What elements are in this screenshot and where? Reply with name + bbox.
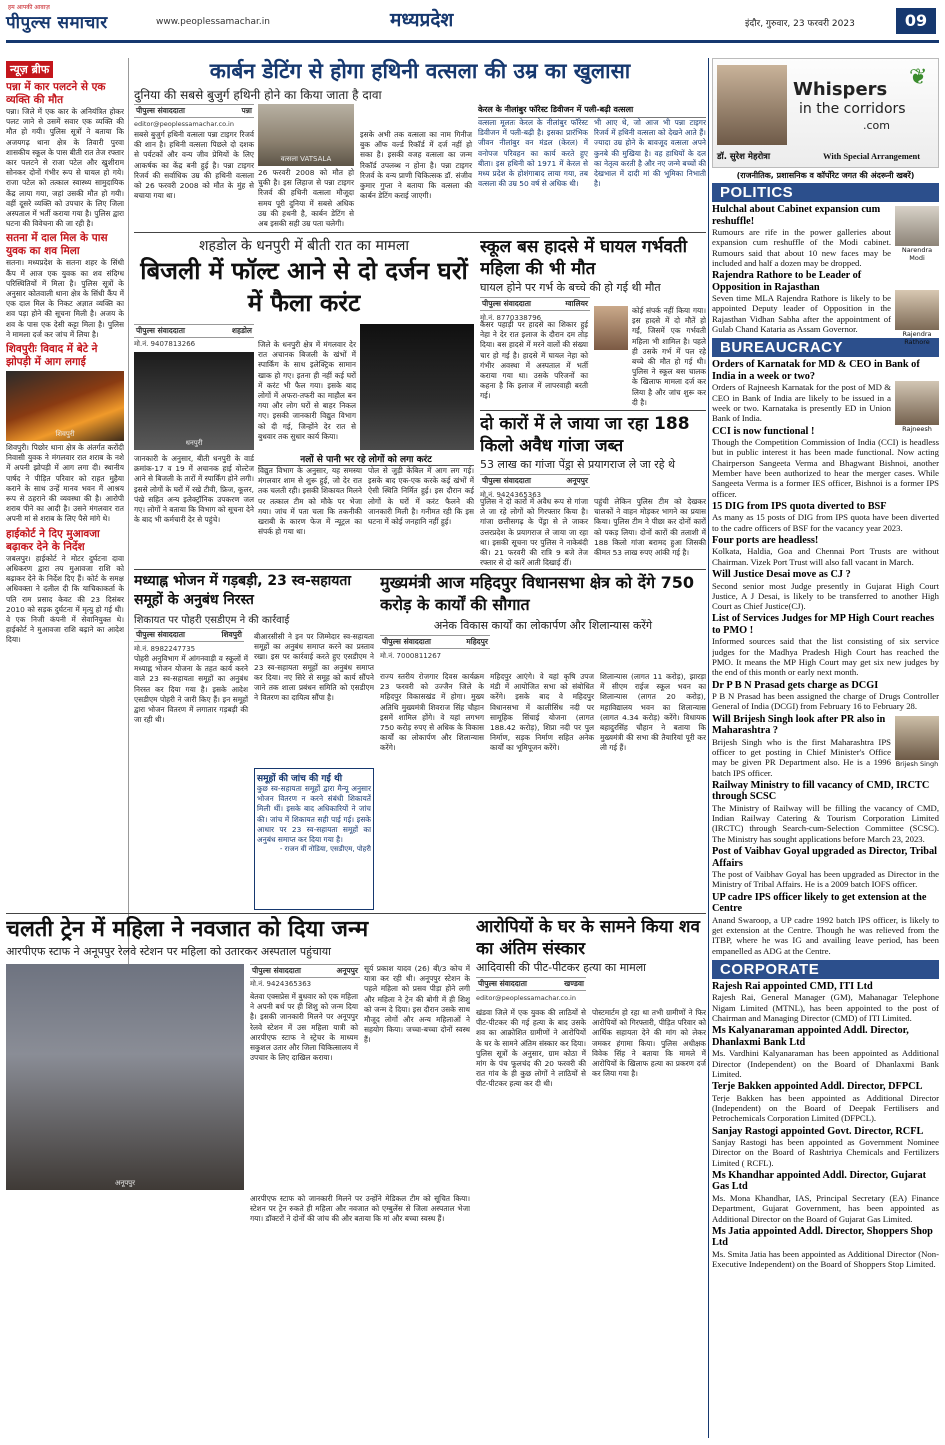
train-col-1: बेतवा एक्सप्रेस में बुधवार को एक महिला ने अपनी बर्थ पर ही शिशु को जन्म दिया है। इसकी जानकारी मिलने पर अनूपपुर रेलवे स्टेशन में उस महिला यात्री को आरपीएफ स्टाफ ने स्ट्रेचर के माध्यम सकुशल उतार और जिला चिकित्सालय में उपचार के लिए दाखिल कराया। <box>250 992 358 1063</box>
politics-section <box>712 204 939 346</box>
brief-item-title: शिवपुरीः विवाद में बेटे ने झोपड़ी में आग लगाई <box>6 343 98 369</box>
story-divider <box>6 913 706 914</box>
bureaucracy-item-title: Four ports are headless! <box>712 534 819 546</box>
rathore-photo <box>895 290 939 330</box>
mdm-headline: मध्याह्न भोजन में गड़बड़ी, 23 स्व-सहायता समूहों के अनुबंध निरस्त <box>134 573 352 608</box>
funeral-story <box>476 916 706 1436</box>
corporate-item-title: Terje Bakken appointed Addl. Director, DFPCL <box>712 1081 923 1093</box>
electric-inset-title: नलों से पानी भर रहे लोगों को लगा करंट <box>258 452 474 466</box>
bureaucracy-item-body: The post of Vaibhav Goyal has been upgraded as Director in the Ministry of Tribal Affairs. He is a 2009 batch IOFS officer. <box>712 869 939 890</box>
vatsala-caption: केरल के नीलांबुर फॉरेस्ट डिवीजन में पली-बढ़ी वत्सला <box>478 104 706 118</box>
bureaucracy-item-body: Informed sources said that the list consisting of six service judges for the Madhya Pradesh High Court has reached the PMO. It means the MP High Court may get six new judges by the end of this month or early next month. <box>712 636 939 678</box>
corporate-item-body: Ms. Vardhini Kalyanaraman has been appointed as Additional Director (Independent) on the Board of Dhanlaxmi Bank Limited. <box>712 1048 939 1079</box>
train-headline: चलती ट्रेन में महिला ने नवजात को दिया जन्म <box>6 917 369 942</box>
modi-photo-caption: Narendra Modi <box>901 246 933 262</box>
mdm-subhead: शिकायत पर पोहरी एसडीएम ने की कार्रवाई <box>134 615 290 626</box>
politics-item-title: Rajendra Rathore to be Leader of Opposition in Rajasthan <box>712 270 862 293</box>
cm-col-1: राज्य स्तरीय रोजगार दिवस कार्यक्रम 23 फरवरी को उज्जैन जिले के महिदपुर विकासखंड में होगा। मुख्य अतिथि मुख्यमंत्री शिवराज सिंह चौहान इसमें शामिल होंगे। वे यहां लगभग 750 करोड़ रुपए से अधिक के विकास कार्यों का लोकार्पण और शिलान्यास करेंगे। <box>380 672 484 753</box>
electric-col-1: जिले के धनपुरी क्षेत्र में मंगलवार देर रात अचानक बिजली के खंभों में स्पार्किंग के साथ इलेक्ट्रिक सामान खाक हो गए। इतना ही नहीं कई घरों में करंट भी फैल गया। इसके बाद लोगों में अफरा-तफरी का माहौल बन गया और लोग घरों से बाहर निकल गए। इसकी जानकारी विद्युत विभाग को दी गई, जिन्होंने देर रात से बुधवार तक सुधार कार्य किया। <box>258 340 356 441</box>
vatsala-story <box>134 58 706 230</box>
corporate-item-title: Sanjay Rastogi appointed Govt. Director, RCFL <box>712 1125 924 1137</box>
elephant-photo-label: वत्सला VATSALA <box>280 155 332 163</box>
dhanpuri-photo-caption: धनपुरी <box>185 439 203 447</box>
brief-item <box>6 232 124 340</box>
funeral-email[interactable]: editor@peoplessamachar.co.in <box>476 994 576 1002</box>
funeral-headline: आरोपियों के घर के सामने किया शव का अंतिम संस्कार <box>476 917 700 959</box>
column-divider <box>128 58 129 1013</box>
bus-story <box>480 236 706 408</box>
banner-subtitle: in the corridors <box>799 101 906 117</box>
news-brief-column <box>6 58 124 1013</box>
vatsala-subhead: दुनिया की सबसे बुजुर्ग हथिनी होने का किया जाता है दावा <box>134 88 382 102</box>
byline-place: शिवपुरी <box>221 630 242 639</box>
bureaucracy-item-body: The Ministry of Railway will be filling the vacancy of CMD, Indian Railway Catering & Tourism Corporation Limited (IRCTC) through Search-cum-Selection Committee (SCSC). The Ministry has sought applications before March 23, 2023. <box>712 802 939 844</box>
brijesh-block <box>712 714 939 778</box>
bureaucracy-item-title: Orders of Karnatak for MD & CEO in Bank of India in a week or two? <box>712 359 920 382</box>
mdm-col-2: बीआरसीसी ने इन पर जिम्मेदार स्व-सहायता समूहों का अनुबंध समाप्त करने का प्रस्ताव रखा। इस पर कार्रवाई करते हुए एसडीएम ने 23 स्व-सहायता समूहों का अनुबंध समाप्त कर दिया। नए सिरे से समूह को कार्य सौंपने जाने तक शाला प्रबंधन समिति को एसडीएम ने वितरण का दायित्व सौंपा है। <box>254 632 374 703</box>
brief-item <box>6 528 124 646</box>
dateline: इंदौर, गुरुवार, 23 फरवरी 2023 <box>745 19 855 29</box>
page-number: 09 <box>896 8 936 34</box>
leaf-icon: ❦ <box>909 65 928 90</box>
sidebar <box>712 58 939 1438</box>
bureaucracy-item-body: P B N Prasad has been assigned the charge of Drugs Controller General of India (DCGI) from February 16 to February 28. <box>712 691 939 712</box>
story-divider <box>134 232 706 233</box>
bus-victim-photo <box>594 306 628 350</box>
fire-photo-caption: शिवपुरी <box>55 430 75 439</box>
masthead <box>0 0 945 56</box>
ganja-mobile: मो.नं. 9424365363 <box>480 491 542 499</box>
byline-name: पीपुल्स संवाददाता <box>382 637 431 646</box>
site-url[interactable]: www.peoplessamachar.in <box>156 17 270 27</box>
mdm-box <box>254 768 374 910</box>
train-byline <box>250 964 360 978</box>
byline-place: पन्ना <box>241 106 252 115</box>
vatsala-col-4: वत्सला मूलतः केरल के नीलांबुर फॉरेस्ट डिवीजन में पली-बढ़ी है। इसका प्रारंभिक जीवन नीलांबुर वन मंडल (केरल) में वनोपज परिवहन का कार्य करते हुए बीता। इस हथिनी को 1971 में केरल से मध्य प्रदेश के होशंगाबाद लाया गया, तब वत्सला की उम्र 50 वर्ष से अधिक थी। <box>478 118 588 189</box>
vatsala-col-5: भी आए थे, जो आज भी पन्ना टाइगर रिजर्व में हथिनी वत्सला को देखने आते हैं। ज्यादा उम्र होने के बावजूद वत्सला अपने कुनबे की मुखिया है। वह हाथियों के दल का नेतृत्व करती है और नए जन्मे बच्चों की देखभाल में दादी मां की भूमिका निभाती है। <box>594 118 706 189</box>
electric-kicker: शहडोल के धनपुरी में बीती रात का मामला <box>199 238 409 254</box>
vatsala-col-1: सबसे बुजुर्ग हथिनी वत्सला पन्ना टाइगर रिजर्व की शान है। हथिनी वत्सला पिछले दो दशक से पर्यटकों और वन्य जीव प्रेमियों के लिए आकर्षक का केंद्र बनी हुई है। पन्ना टाइगर रिजर्व की सर्वाधिक उम्र की हथिनी वत्सला को 26 फरवरी 2008 को मौत के मुंह से बचाया गया था। <box>134 130 254 201</box>
rathore-photo-caption: Rajendra Rathore <box>902 330 932 346</box>
cm-col-3: शिलान्यास (लागत 11 करोड़), झारड़ा में सीएम राईज स्कूल भवन का शिलान्यास (लागत 20 करोड़), महाविद्यालय भवन का शिलान्यास (लागत 4.34 करोड़) करेंगे। विधायक बहादुरसिंह चौहान ने बताया कि मुख्यमंत्री की सभा की तैयारियां पूरी कर ली गई हैं। <box>600 672 706 753</box>
bus-headline: स्कूल बस हादसे में घायल गर्भवती महिला की भी मौत <box>480 237 688 279</box>
bureaucracy-item-body: Though the Competition Commission of India (CCI) is headless but in public interest it has been made functional. Now acting Chairperson Sangeeta Verma and Bhagwant Bishnoi, another Member have been authorized to hear the merger cases. While Sangeeta Verma is a former IES officer, Bishnoi is a former IPS officer. <box>712 437 939 499</box>
funeral-col-2: पोस्टमार्टम हो रहा था तभी ग्रामीणों ने फिर आरोपियों को गिरफ्तारी, पीड़ित परिवार को आर्थिक सहायता देने की मांग को लेकर जमकर हंगामा किया। पुलिस अधीक्षक विवेक सिंह ने बताया कि मामले में आरोपियों के खिलाफ हत्या का प्रकरण दर्ज कर लिया गया है। <box>592 1008 706 1079</box>
corporate-item-title: Ms Jatia appointed Addl. Director, Shoppers Shop Ltd <box>712 1225 933 1249</box>
brief-item-body: जबलपुर। हाईकोर्ट ने मोटर दुर्घटना दावा अधिकरण द्वारा तय मुआवजा राशि को बढ़ाकर देने के निर्देश दिए हैं। कोर्ट के समक्ष अधिवक्ता ने दलील दी कि याचिकाकर्ता के पति राम प्रसाद केवट की 23 दिसंबर 2010 को सड़क दुर्घटना में मृत्यु हो गई थी। वे एक निजी कंपनी में सेवानियुक्त थे। हाईकोर्ट ने मुआवजा राशि बढ़ाने का आदेश दिया। <box>6 553 124 645</box>
byline-name: पीपुल्स संवाददाता <box>136 630 185 639</box>
bureaucracy-section <box>712 359 939 955</box>
corporate-item-body: Sanjay Rastogi has been appointed as Government Nominee Director on the Board of Rashtriya Chemicals and Fertilizers Limited ( RCFL). <box>712 1137 939 1168</box>
rajneesh-photo <box>895 381 939 425</box>
vatsala-col-2: 26 फरवरी 2008 को मौत हो चुकी है। इस लिहाज से पन्ना टाइगर रिजर्व की हथिनी वत्सला मौजूदा समय पूरी दुनिया में सबसे अधिक उम्र की हथनी है, कार्बन डेटिंग से अब इसकी सही उम्र पता चलेगी। <box>258 168 354 229</box>
funeral-byline <box>476 977 586 991</box>
bureaucracy-item-title: Will Justice Desai move as CJ ? <box>712 569 851 581</box>
brijesh-photo-caption: Brijesh Singh <box>895 759 939 768</box>
funeral-subhead: आदिवासी की पीट-पीटकर हत्या का मामला <box>476 961 647 974</box>
logo[interactable]: पीपुल्स समाचार <box>6 13 108 33</box>
ganja-col-2: पहुंची लेकिन पुलिस टीम को देखकर चालकों ने वाहन मोड़कर भागने का प्रयास किया। पुलिस टीम ने पीछा कर दोनों कारों को पकड़ लिया। दोनों कारों की तलाशी में 188 किलो गांजा बरामद हुआ जिसकी कीमत 53 लाख रुपए आंकी गई है। <box>594 497 706 558</box>
byline-name: पीपुल्स संवाददाता <box>136 106 185 115</box>
bureaucracy-item-title: Railway Ministry to fill vacancy of CMD, IRCTC through SCSC <box>712 779 930 803</box>
bureaucracy-item-title: UP cadre IPS officer likely to get extension at the Centre <box>712 891 927 915</box>
electric-col-4: पोल से जुड़ी केबिल में आग लग गई। इसके बाद एक-एक करके कई खंभों में ऐसी स्थिति निर्मित हुई। इस दौरान कई लोगों के घरों में करंट फैलने की जानकारी मिली है। गनीमत रही कि इस घटना में कोई जनहानि नहीं हुई। <box>368 466 474 527</box>
news-brief-label: न्यूज़ ब्रीफ <box>6 61 53 78</box>
mdm-box-title: समूहों की जांच की गई थी <box>257 774 343 784</box>
brief-item-title: हाईकोर्ट ने दिए मुआवजा बढ़ाकर देने के निर्देश <box>6 527 100 553</box>
bureaucracy-item-title: Dr P B N Prasad gets charge as DCGI <box>712 679 879 691</box>
arrangement-note: With Special Arrangement <box>823 151 921 161</box>
bureaucracy-item-title: Post of Vaibhav Goyal upgraded as Director, Tribal Affairs <box>712 846 938 869</box>
byline-name: पीपुल्स संवाददाता <box>482 476 531 485</box>
bureaucracy-item-body: Orders of Rajneesh Karnatak for the post of MD & CEO in Bank of India are likely to be issued in a week or two. Karnataka is presently ED in Union Bank of India. <box>712 382 891 424</box>
mdm-box-credit: - राजन वीं नोडिया, एसडीएम, पोहरी <box>279 845 371 854</box>
train-photo <box>6 964 244 1190</box>
train-mobile: मो.नं. 9424365363 <box>250 980 312 988</box>
byline-place: शहडोल <box>231 326 252 335</box>
logo-tagline: हम आपकी आवाज़ <box>8 4 50 11</box>
fire-photo <box>6 371 124 441</box>
rajneesh-photo-caption: Rajneesh <box>902 425 932 434</box>
banner-domain: .com <box>863 119 890 132</box>
electric-col-3: विद्युत विभाग के अनुसार, यह समस्या मंगलवार शाम से शुरू हुई, जो देर रात तक चलती रही। इसकी शिकायत मिलने पर तत्काल टीम को मौके पर भेजा गया। जांच में पता चला कि तकनीकी खराबी के कारण फेज में न्यूट्रल का संपर्क हो गया था। <box>258 466 362 537</box>
brief-item-body: शिवपुरी। पिछोर थाना क्षेत्र के अंतर्गत करोंदी निवासी युवक ने मंगलवार रात शराब के नशे में अपनी झोपड़ी में आग लगा दी। स्थानीय पार्षद ने पीड़ित परिवार को राहत मुहैया कराने के साथ उन्हें मानव भवन में आश्रय रूप से ठहराने की व्यवस्था की है। आरोपी शराब पीने का आदी है। उसने मंगलवार रात अपनी मां से शराब के लिए पैसे मांगे थे। <box>6 443 124 524</box>
elephant-photo <box>258 104 354 166</box>
byline-name: पीपुल्स संवाददाता <box>482 299 531 308</box>
byline-place: महिदपुर <box>466 637 488 646</box>
bus-subhead: घायल होने पर गर्भ के बच्चे की हो गई थी मौत <box>480 281 661 294</box>
story-divider <box>134 569 706 570</box>
vatsala-col-3: इसके अभी तक वत्सला का नाम गिनीज बुक ऑफ वर्ल्ड रिकॉर्ड में दर्ज नहीं हो सका है। इसकी वजह वत्सला का जन्म रिकॉर्ड उपलब्ध न होना है। पन्ना टाइगर रिजर्व के वन्य प्राणी चिकित्सक डॉ. संजीव कुमार गुप्ता ने बताया कि वत्सला की कार्बन डेटिंग कराई जाएगी। <box>360 130 472 201</box>
train-story <box>6 916 470 1436</box>
whispers-banner <box>712 58 939 168</box>
byline-place: अनूपपुर <box>336 966 358 975</box>
electric-col-2: जानकारी के अनुसार, बीती धनपुरी के वार्ड क्रमांक-17 व 19 में अचानक हाई वोल्टेज आने से बिजली के तारों में स्पार्किंग होने लगी। इससे लोगों के घरों में रखे टीवी, फ्रिज, कूलर, पंखे सहित अन्य इलेक्ट्रॉनिक उपकरण जल गए। लोगों ने बताया कि विभाग को सूचना देने के बाद भी कर्मचारी देर से पहुंचे। <box>134 454 254 525</box>
brief-item <box>6 81 124 229</box>
bureaucracy-item-title: List of Services Judges for MP High Court reaches to PMO ! <box>712 613 935 636</box>
column-divider <box>708 58 709 1438</box>
corporate-item-title: Rajesh Rai appointed CMD, ITI Ltd <box>712 980 873 992</box>
bureaucracy-item-body: Brijesh Singh who is the first Maharashtra IPS officer to get posting in Chief Minister's Office may be given PR Department also. He is a 1996 batch IPS officer. <box>712 736 891 778</box>
bureaucracy-item-title: CCI is now functional ! <box>712 425 815 437</box>
cm-story <box>380 572 706 910</box>
bus-mobile: मो.नं. 8770338796 <box>480 314 542 322</box>
mdm-mobile: मो.नं. 8982247735 <box>134 645 196 653</box>
vatsala-headline: कार्बन डेटिंग से होगा हथिनी वत्सला की उम्र का खुलासा <box>209 59 631 83</box>
brief-item <box>6 343 124 525</box>
bus-byline <box>480 297 590 311</box>
train-col-3: आरपीएफ स्टाफ को जानकारी मिलने पर उन्होंने मेडिकल टीम को सूचित किया। स्टेशन पर ट्रेन रुकते ही महिला और नवजात को एम्बुलेंस से जिला अस्पताल भेजा गया। डॉक्टरों ने दोनों की जांच की और बताया कि मां और बच्चा स्वस्थ हैं। <box>250 1194 470 1224</box>
cm-col-2: महिदपुर आएंगे। वे यहां कृषि उपज मंडी में आयोजित सभा को संबोधित करेंगे। इसके बाद वे महिदपुर विधानसभा में कालीसिंध नदी पर सामूहिक सिंचाई योजना (लागत 188.42 करोड़), शिप्रा नदी पर पुल निर्माण, सड़क निर्माण सहित अनेक कार्यों का भूमिपूजन करेंगे। <box>490 672 594 753</box>
bus-col-1: कैंसर पहाड़ी पर हादसे का शिकार हुई नेहा ने देर रात इलाज के दौरान दम तोड़ दिया। बस हादसे में मरने वालों की संख्या चार हो गई है। हादसे में घायल नेहा को गंभीर अवस्था में अस्पताल में भर्ती कराया गया था। उसके परिजनों का कहना है कि इलाज में लापरवाही बरती गई। <box>480 320 588 401</box>
corporate-item-title: Ms Khandhar appointed Addl. Director, Gujarat Gas Ltd <box>712 1169 927 1193</box>
politics-item-body: Rumours are rife in the power galleries about expansion cum reshuffle of the Modi cabinet. Rumours said that about 10 new faces may be included and half a dozen may be dropped. <box>712 227 891 268</box>
byline-place: ग्वालियर <box>565 299 588 308</box>
bureaucracy-item-body: Anand Swaroop, a UP cadre 1992 batch IPS officer, is likely to get extension at the Centre. Though he was relieved from the ITBP, where he was IG and availing leave period, has been empanelled as ADG at the Centre. <box>712 914 939 956</box>
bureaucracy-item-body: As many as 15 posts of DIG from IPS quota have been diverted to the cadre officers of BSF for the vacancy year 2023. <box>712 512 939 533</box>
electric-mobile: मो.नं. 9407813266 <box>134 340 196 348</box>
ganja-subhead: 53 लाख का गांजा पेंड्रा से प्रयागराज ले जा रहे थे <box>480 458 676 471</box>
section-title: मध्यप्रदेश <box>390 9 454 31</box>
train-photo-caption: अनूपपुर <box>114 1179 136 1187</box>
ganja-col-1: पुलिस ने दो कारों में अवैध रूप से गांजा ले जा रहे लोगों को गिरफ्तार किया है। गांजा छत्तीसगढ़ के पेंड्रा से ले जाकर उत्तरप्रदेश के प्रयागराज ले जाया जा रहा था। इसकी सूचना पर पुलिस ने नाकेबंदी की। 21 फरवरी की रात्रि 9 बजे तेज रफ्तार से दो कारें आती दिखाई दीं। <box>480 497 588 567</box>
cm-headline: मुख्यमंत्री आज महिदपुर विधानसभा क्षेत्र को देंगे 750 करोड़ के कार्यों की सौगात <box>380 573 695 614</box>
masthead-rule <box>6 40 939 43</box>
electric-headline: बिजली में फॉल्ट आने से दो दर्जन घरों में फैला करंट <box>140 257 468 317</box>
mdm-byline <box>134 628 244 642</box>
sidebar-tagline: (राजनीतिक, प्रशासनिक व कॉर्पोरेट जगत की अंदरूनी खबरें) <box>736 171 915 180</box>
brief-item-body: सतना। मध्यप्रदेश के सतना शहर के सिंधी कैंप में आज एक युवक का शव संदिग्ध परिस्थितियों में मिला है। पुलिस सूत्रों के अनुसार कोतवाली थाना क्षेत्र के सिंधी कैंप में एक दाल मिल के निकट अज्ञात व्यक्ति का शव पड़ा होने की सूचना मिली है। अजय के शव के पास एक देसी कट्टा मिला है। पुलिस ने मामला दर्ज कर जांच में लिया है। <box>6 258 124 339</box>
bureaucracy-item-body: Kolkata, Haldia, Goa and Chennai Port Trusts are without Chairman. Vizek Port Trust will also fall vacant in March. <box>712 546 939 567</box>
electric-story <box>134 236 474 566</box>
ganja-headline: दो कारों में ले जाया जा रहा 188 किलो अवैध गांजा जब्त <box>480 414 690 456</box>
brief-item-body: पन्ना। जिले में एक कार के अनियंत्रित होकर पलट जाने से उसमें सवार एक व्यक्ति की मौत हो गयी। पुलिस सूत्रों ने बताया कि अजयगढ़ थाना क्षेत्र के तिवारी पुरवा शासकीय स्कूल के पास बीती रात तेज रफ्तार कार पलटने से राजा पटेल और खुशीराम सोनकर दोनों गंभीर रूप से घायल हो गये। राजा पटेल को तत्काल स्वास्थ्य सामुदायिक केंद्र लाया गया, जहां उसकी मौत हो गयी। वहीं दूसरे व्यक्ति को उपचार के लिए जिला अस्पताल में भर्ती कराया गया है। पुलिस द्वारा घटना की विवेचना की जा रही है। <box>6 107 124 229</box>
mdm-box-body: कुछ स्व-सहायता समूहों द्वारा मैन्यू अनुसार भोजन वितरण न करने संबंधी शिकायतें मिली थीं। इसके बाद अधिकारियों ने जांच की। जांच में शिकायत सही पाई गई। इसके आधार पर 23 स्व-सहायता समूहों का अनुबंध समाप्त कर दिया गया है। <box>257 784 371 845</box>
corporate-item-body: Terje Bakken has been appointed as Additional Director (Independent) on the Board of Deepak Fertilisers and Petrochemicals Corporation Limited (DFPCL). <box>712 1092 939 1124</box>
cm-mobile: मो.नं. 7000811267 <box>380 652 442 660</box>
corporate-header: CORPORATE <box>712 960 939 979</box>
mdm-story <box>134 572 374 910</box>
banner-title: Whispers <box>793 79 888 100</box>
train-col-2: सूर्य प्रकाश यादव (26) बी/3 कोच में यात्रा कर रही थी। अनूपपुर स्टेशन के पहले महिला को प्रसव पीड़ा होने लगी और महिला ने ट्रेन की बोगी में ही शिशु को जन्म दे दिया। इस दौरान उसके साथ मौजूद लोगों और अन्य महिलाओं ने सहयोग किया। जच्चा-बच्चा दोनों स्वस्थ हैं। <box>364 964 470 1045</box>
corporate-section <box>712 981 939 1270</box>
ganja-story <box>480 413 706 567</box>
train-subhead: आरपीएफ स्टाफ ने अनूपपुर रेलवे स्टेशन पर महिला को उतारकर अस्पताल पहुंचाया <box>6 945 331 958</box>
ganja-byline <box>480 474 590 488</box>
corporate-item-body: Rajesh Rai, General Manager (GM), Mahanagar Telephone Nigam Limited (MTNL), has been appointed to the post of Chairman and Managing Director (CMD) of ITI Limited. <box>712 992 939 1023</box>
electric-byline <box>134 324 254 338</box>
author-name: डॉ. सुरेश मेहरोत्रा <box>717 152 771 162</box>
bureaucracy-item-title: 15 DIG from IPS quota diverted to BSF <box>712 500 887 512</box>
brijesh-photo <box>895 716 939 760</box>
story-divider <box>480 410 706 411</box>
vatsala-email[interactable]: editor@peoplessamachar.co.in <box>134 120 234 128</box>
funeral-col-1: खंडवा जिले में एक युवक की लाठियों से पीट-पीटकर की गई हत्या के बाद उसके शव का आक्रोशित ग्रामीणों ने आरोपियों के घर के सामने अंतिम संस्कार कर दिया। पुलिस सूत्रों के अनुसार, ग्राम कोठा में मांग के पंच फूलचंद की 20 फरवरी की रात गांव के ही कुछ लोगों ने लाठियों से पीट-पीटकर हत्या कर दी थी। <box>476 1008 586 1089</box>
corporate-item-title: Ms Kalyanaraman appointed Addl. Director, Dhanlaxmi Bank Ltd <box>712 1025 909 1048</box>
bus-col-2: कोई संपर्क नहीं किया गया। इस हादसे में दो मौतें हो गईं, जिसमें एक गर्भवती महिला भी शामिल है। पहले ही उसके गर्भ में पल रहे बच्चे की मौत हो गई थी। पुलिस ने स्कूल बस चालक के खिलाफ मामला दर्ज कर लिया है और जांच शुरू कर दी है। <box>632 306 706 407</box>
bureaucracy-header: BUREAUCRACY <box>712 338 939 357</box>
mdm-col-1: पोहरी अनुविभाग में आंगनवाड़ी व स्कूलों में मध्याह्न भोजन योजना के तहत कार्य करने वाले 23 स्व-सहायता समूहों का अनुबंध निरस्त कर दिया गया है। इसके आदेश एसडीएम पोहरी ने जारी किए हैं। इन समूहों द्वारा भोजन वितरण में लगातार गड़बड़ी की जा रही थी। <box>134 654 248 725</box>
brief-item-title: सतना में दाल मिल के पास युवक का शव मिला <box>6 232 108 258</box>
cm-byline <box>380 635 490 649</box>
byline-name: पीपुल्स संवाददाता <box>252 966 301 975</box>
dhanpuri-photo-2 <box>360 324 474 450</box>
brief-item-title: पन्ना में कार पलटने से एक व्यक्ति की मौत <box>6 81 106 106</box>
byline-place: खण्डवा <box>564 979 584 988</box>
politics-header: POLITICS <box>712 183 939 202</box>
byline-place: अनूपपुर <box>566 476 588 485</box>
cm-subhead: अनेक विकास कार्यों का लोकार्पण और शिलान्यास करेंगे <box>433 619 653 632</box>
modi-photo <box>895 206 939 246</box>
politics-item-body: Seven time MLA Rajendra Rathore is likely to be appointed Deputy leader of Opposition in the Rajasthan Vidhan Sabha after the appointment of Gulab Chand Kataria as Assam Governor. <box>712 293 891 335</box>
vatsala-byline <box>134 104 254 118</box>
author-photo <box>717 65 787 145</box>
byline-name: पीपुल्स संवाददाता <box>478 979 527 988</box>
politics-item-title: Hulchal about Cabinet expansion cum reshuffle! <box>712 204 881 227</box>
corporate-item-body: Ms. Smita Jatia has been appointed as Additional Director (Non-Executive Independent) on the Board of Shoppers Stop Limited. <box>712 1248 939 1270</box>
bureaucracy-item-title: Will Brijesh Singh look after PR also in Maharashtra ? <box>712 713 886 737</box>
bureaucracy-item-body: Second senior most Judge presently in Gujarat High Court Justice, A J Desai, is likely to be transferred to another High Court as Chief Justice(CJ). <box>712 580 939 612</box>
byline-name: पीपुल्स संवाददाता <box>136 326 185 335</box>
dhanpuri-photo <box>134 352 254 450</box>
corporate-item-body: Ms. Mona Khandhar, IAS, Principal Secretary (EA) Finance Department, Gujarat Government, has been appointed as Additional Director on the Board of Gujarat Gas Limited. <box>712 1192 939 1224</box>
